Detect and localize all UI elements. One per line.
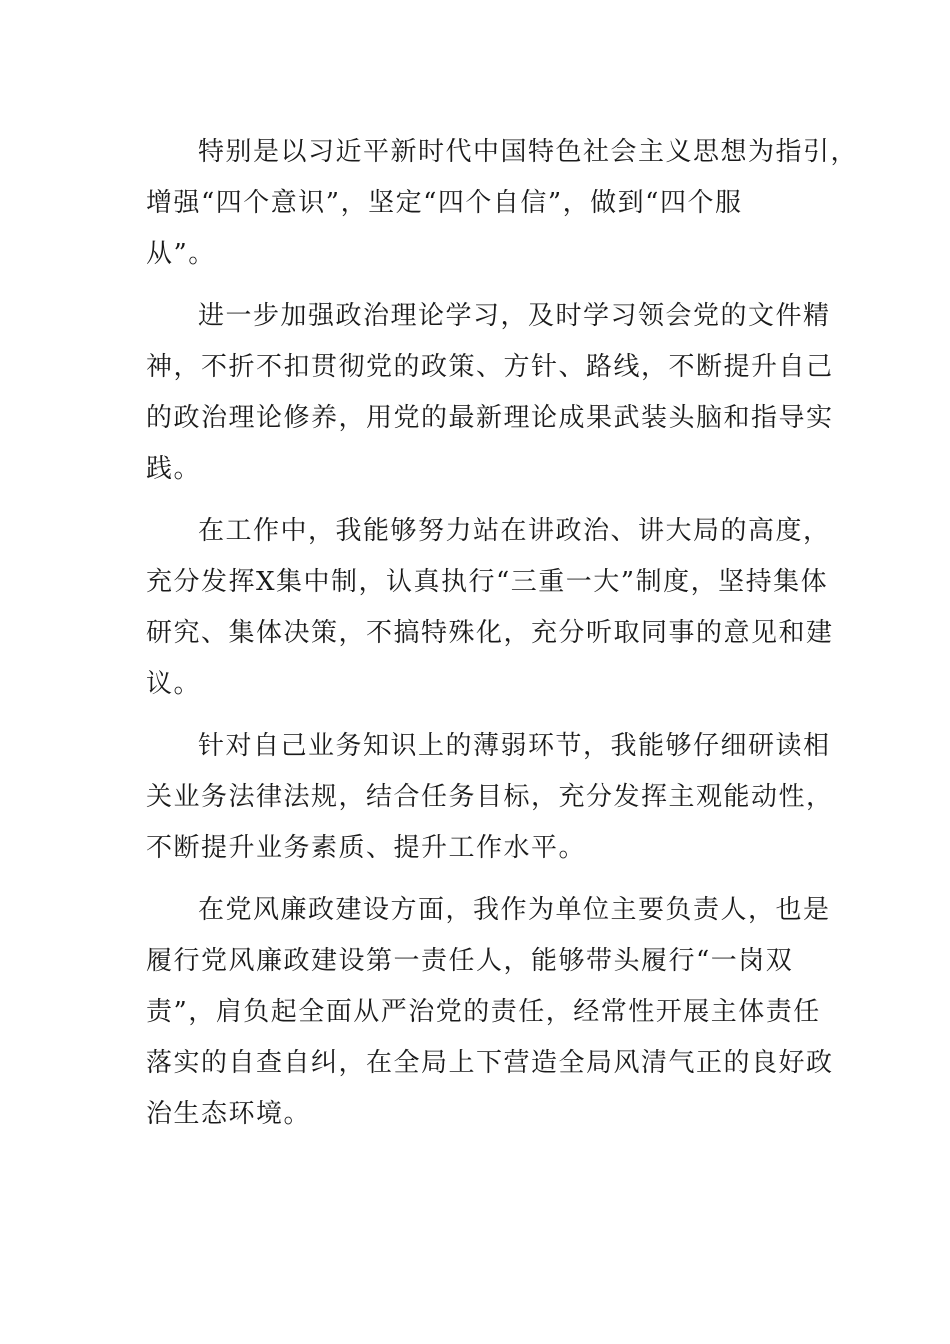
paragraph-line: 落实的自查自纠，在全局上下营造全局风清气正的良好政: [146, 1048, 834, 1078]
paragraph-line: 履行党风廉政建设第一责任人，能够带头履行“一岗双: [146, 946, 794, 976]
paragraph-line: 责”，肩负起全面从严治党的责任，经常性开展主体责任: [146, 997, 821, 1027]
paragraph-line: 充分发挥X集中制，认真执行“三重一大”制度，坚持集体: [146, 567, 829, 597]
paragraph-line: 治生态环境。: [146, 1099, 312, 1129]
paragraph-line: 神，不折不扣贯彻党的政策、方针、路线，不断提升自己: [146, 352, 834, 382]
paragraph-5: [146, 885, 834, 1140]
paragraph-line: 在党风廉政建设方面，我作为单位主要负责人，也是: [198, 895, 831, 925]
paragraph-line: 不断提升业务素质、提升工作水平。: [146, 833, 587, 863]
paragraph-line: 进一步加强政治理论学习，及时学习领会党的文件精: [198, 301, 831, 331]
paragraph-line: 针对自己业务知识上的薄弱环节，我能够仔细研读相: [198, 731, 831, 761]
paragraph-line: 在工作中，我能够努力站在讲政治、讲大局的高度，: [198, 516, 831, 546]
paragraph-line: 增强“四个意识”，坚定“四个自信”，做到“四个服: [146, 188, 743, 218]
paragraph-line: 特别是以习近平新时代中国特色社会主义思想为指引，: [198, 137, 859, 167]
paragraph-line: 议。: [146, 669, 202, 699]
paragraph-2: [146, 291, 834, 495]
paragraph-line: 研究、集体决策，不搞特殊化，充分听取同事的意见和建: [146, 618, 834, 648]
paragraph-4: [146, 721, 834, 874]
paragraph-line: 关业务法律法规，结合任务目标，充分发挥主观能动性，: [146, 782, 834, 812]
paragraph-line: 的政治理论修养，用党的最新理论成果武装头脑和指导实: [146, 403, 834, 433]
document-body: [146, 127, 859, 1151]
paragraph-3: [146, 506, 834, 710]
paragraph-line: 践。: [146, 454, 202, 484]
paragraph-1: [146, 127, 859, 280]
paragraph-line: 从”。: [146, 239, 216, 269]
